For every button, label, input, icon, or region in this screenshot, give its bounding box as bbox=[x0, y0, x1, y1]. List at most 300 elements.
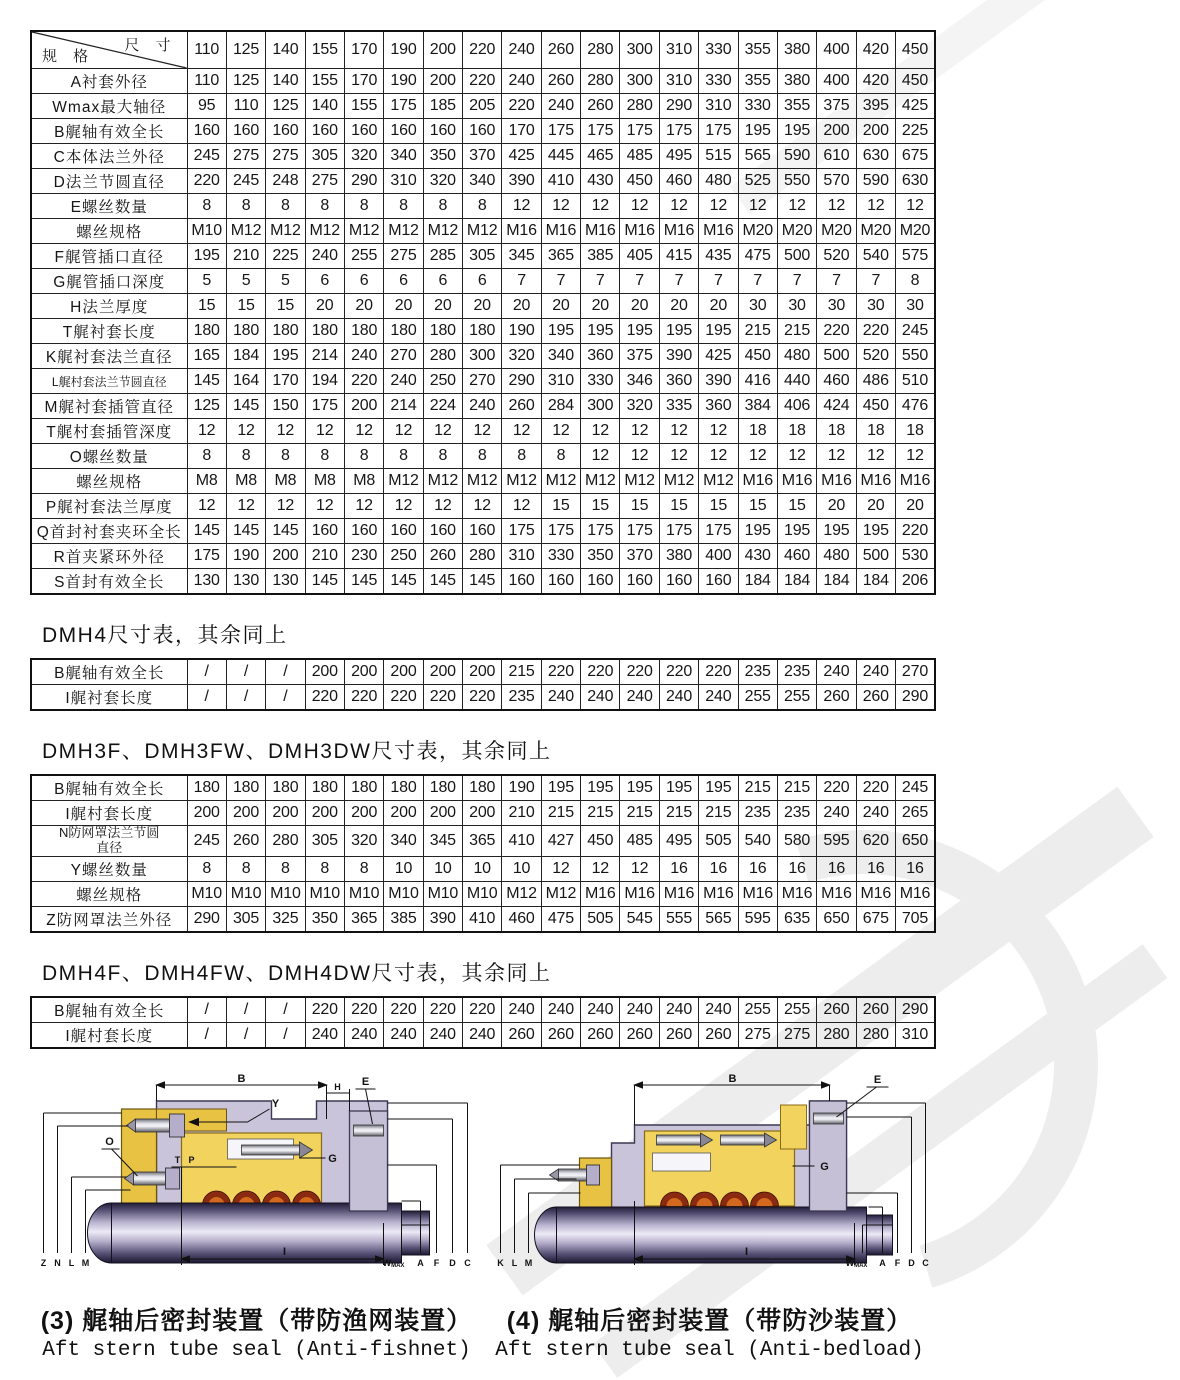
value-cell: 160 bbox=[305, 519, 344, 544]
dim-label-B: B bbox=[237, 1072, 246, 1085]
value-cell: / bbox=[187, 685, 226, 711]
value-cell: 195 bbox=[620, 775, 659, 801]
value-cell: 12 bbox=[581, 419, 620, 444]
value-cell: 140 bbox=[266, 69, 305, 94]
value-cell: 145 bbox=[384, 569, 423, 595]
value-cell: 10 bbox=[423, 856, 462, 881]
dim-label-A: A bbox=[417, 1257, 424, 1268]
value-cell: 160 bbox=[581, 569, 620, 595]
value-cell: 160 bbox=[226, 119, 265, 144]
value-cell: 140 bbox=[305, 94, 344, 119]
value-cell: 8 bbox=[305, 194, 344, 219]
value-cell: 12 bbox=[463, 419, 502, 444]
value-cell: M8 bbox=[187, 469, 226, 494]
value-cell: 160 bbox=[463, 119, 502, 144]
dim-label-Wmax: WMAX bbox=[382, 1257, 405, 1269]
value-cell: 260 bbox=[817, 685, 856, 711]
value-cell: 30 bbox=[817, 294, 856, 319]
value-cell: 416 bbox=[738, 369, 777, 394]
value-cell: 12 bbox=[463, 494, 502, 519]
value-cell: 175 bbox=[659, 519, 698, 544]
value-cell: 395 bbox=[856, 94, 895, 119]
dim-label-N: N bbox=[54, 1257, 61, 1268]
value-cell: 200 bbox=[344, 659, 383, 685]
value-cell: 30 bbox=[856, 294, 895, 319]
column-header: 300 bbox=[620, 31, 659, 69]
value-cell: 220 bbox=[384, 997, 423, 1023]
value-cell: 160 bbox=[620, 569, 659, 595]
value-cell: 215 bbox=[738, 775, 777, 801]
dmh4-table bbox=[30, 658, 936, 711]
column-header: 380 bbox=[777, 31, 816, 69]
value-cell: 30 bbox=[777, 294, 816, 319]
value-cell: 16 bbox=[895, 856, 935, 881]
value-cell: 330 bbox=[541, 544, 580, 569]
value-cell: 12 bbox=[541, 419, 580, 444]
value-cell: 18 bbox=[738, 419, 777, 444]
value-cell: 215 bbox=[659, 801, 698, 826]
value-cell: 18 bbox=[777, 419, 816, 444]
table-row bbox=[31, 369, 935, 394]
table-row bbox=[31, 94, 935, 119]
value-cell: M16 bbox=[581, 881, 620, 906]
value-cell: 180 bbox=[266, 319, 305, 344]
value-cell: 220 bbox=[699, 659, 738, 685]
value-cell: 250 bbox=[384, 544, 423, 569]
value-cell: 406 bbox=[777, 394, 816, 419]
value-cell: 215 bbox=[581, 801, 620, 826]
value-cell: 290 bbox=[895, 997, 935, 1023]
value-cell: 175 bbox=[541, 519, 580, 544]
value-cell: 476 bbox=[895, 394, 935, 419]
value-cell: 260 bbox=[581, 94, 620, 119]
value-cell: M12 bbox=[423, 469, 462, 494]
value-cell: 20 bbox=[895, 494, 935, 519]
value-cell: 12 bbox=[620, 419, 659, 444]
value-cell: 12 bbox=[895, 194, 935, 219]
corner-label-spec: 规 格 bbox=[42, 48, 95, 65]
value-cell: 220 bbox=[659, 659, 698, 685]
value-cell: 425 bbox=[699, 344, 738, 369]
value-cell: 220 bbox=[856, 319, 895, 344]
table-row bbox=[31, 775, 935, 801]
dim-label-L: L bbox=[511, 1257, 518, 1268]
header-row bbox=[31, 31, 935, 69]
figure-anti-fishnet bbox=[30, 1073, 483, 1362]
value-cell: 160 bbox=[384, 119, 423, 144]
value-cell: 145 bbox=[305, 569, 344, 595]
value-cell: 184 bbox=[856, 569, 895, 595]
value-cell: 20 bbox=[344, 294, 383, 319]
value-cell: 310 bbox=[384, 169, 423, 194]
row-label: I艉村套长度 bbox=[31, 1022, 187, 1048]
value-cell: M12 bbox=[384, 219, 423, 244]
column-header: 155 bbox=[305, 31, 344, 69]
value-cell: 7 bbox=[541, 269, 580, 294]
value-cell: M10 bbox=[266, 881, 305, 906]
value-cell: 300 bbox=[463, 344, 502, 369]
column-header: 220 bbox=[463, 31, 502, 69]
value-cell: 20 bbox=[581, 294, 620, 319]
value-cell: 540 bbox=[738, 826, 777, 857]
column-header: 240 bbox=[502, 31, 541, 69]
value-cell: 675 bbox=[856, 906, 895, 932]
value-cell: 12 bbox=[384, 494, 423, 519]
value-cell: 12 bbox=[699, 444, 738, 469]
value-cell: 555 bbox=[659, 906, 698, 932]
value-cell: 200 bbox=[856, 119, 895, 144]
value-cell: M20 bbox=[738, 219, 777, 244]
value-cell: 240 bbox=[699, 997, 738, 1023]
figure4-caption-zh: (4) 艉轴后密封装置（带防沙装置） bbox=[506, 1306, 913, 1335]
value-cell: M16 bbox=[541, 219, 580, 244]
value-cell: 220 bbox=[423, 997, 462, 1023]
value-cell: 305 bbox=[226, 906, 265, 932]
value-cell: 12 bbox=[659, 444, 698, 469]
value-cell: M10 bbox=[463, 881, 502, 906]
value-cell: M16 bbox=[856, 881, 895, 906]
value-cell: 480 bbox=[817, 544, 856, 569]
value-cell: M16 bbox=[895, 469, 935, 494]
value-cell: M10 bbox=[187, 881, 226, 906]
value-cell: 145 bbox=[423, 569, 462, 595]
value-cell: 12 bbox=[659, 194, 698, 219]
value-cell: 6 bbox=[344, 269, 383, 294]
column-header: 450 bbox=[895, 31, 935, 69]
value-cell: 427 bbox=[541, 826, 580, 857]
value-cell: 220 bbox=[895, 519, 935, 544]
value-cell: 495 bbox=[659, 826, 698, 857]
value-cell: 12 bbox=[305, 494, 344, 519]
value-cell: 360 bbox=[699, 394, 738, 419]
value-cell: 365 bbox=[541, 244, 580, 269]
value-cell: 12 bbox=[344, 419, 383, 444]
dim-label-E: E bbox=[361, 1075, 370, 1088]
value-cell: 8 bbox=[541, 444, 580, 469]
value-cell: 200 bbox=[266, 801, 305, 826]
value-cell: 12 bbox=[384, 419, 423, 444]
value-cell: 350 bbox=[423, 144, 462, 169]
value-cell: 260 bbox=[581, 1022, 620, 1048]
value-cell: M16 bbox=[502, 219, 541, 244]
value-cell: M12 bbox=[266, 219, 305, 244]
value-cell: 184 bbox=[226, 344, 265, 369]
value-cell: 125 bbox=[266, 94, 305, 119]
value-cell: 220 bbox=[581, 659, 620, 685]
aft-seal-antibedload-drawing bbox=[483, 1073, 936, 1289]
value-cell: 180 bbox=[463, 775, 502, 801]
value-cell: 12 bbox=[423, 494, 462, 519]
value-cell: 8 bbox=[463, 194, 502, 219]
value-cell: / bbox=[226, 685, 265, 711]
value-cell: 215 bbox=[620, 801, 659, 826]
value-cell: M8 bbox=[266, 469, 305, 494]
value-cell: 240 bbox=[502, 997, 541, 1023]
value-cell: 260 bbox=[423, 544, 462, 569]
value-cell: 420 bbox=[856, 69, 895, 94]
value-cell: 340 bbox=[384, 826, 423, 857]
value-cell: / bbox=[266, 659, 305, 685]
value-cell: 486 bbox=[856, 369, 895, 394]
value-cell: M16 bbox=[620, 881, 659, 906]
value-cell: / bbox=[226, 1022, 265, 1048]
value-cell: 550 bbox=[895, 344, 935, 369]
value-cell: 7 bbox=[502, 269, 541, 294]
value-cell: 410 bbox=[541, 169, 580, 194]
value-cell: M16 bbox=[659, 219, 698, 244]
table-row bbox=[31, 419, 935, 444]
value-cell: 180 bbox=[344, 319, 383, 344]
value-cell: 8 bbox=[226, 856, 265, 881]
value-cell: 195 bbox=[541, 775, 580, 801]
value-cell: 650 bbox=[895, 826, 935, 857]
value-cell: 390 bbox=[423, 906, 462, 932]
value-cell: 12 bbox=[856, 194, 895, 219]
dim-label-M: M bbox=[81, 1257, 90, 1268]
value-cell: 160 bbox=[344, 119, 383, 144]
table-row bbox=[31, 344, 935, 369]
table-row bbox=[31, 119, 935, 144]
value-cell: M12 bbox=[659, 469, 698, 494]
value-cell: 220 bbox=[856, 775, 895, 801]
column-header: 330 bbox=[699, 31, 738, 69]
value-cell: 145 bbox=[344, 569, 383, 595]
value-cell: 195 bbox=[266, 344, 305, 369]
value-cell: 255 bbox=[738, 685, 777, 711]
value-cell: 270 bbox=[895, 659, 935, 685]
section-title-dmh3f: DMH3F、DMH3FW、DMH3DW尺寸表，其余同上 bbox=[42, 740, 552, 763]
value-cell: 460 bbox=[502, 906, 541, 932]
value-cell: 240 bbox=[856, 659, 895, 685]
value-cell: 12 bbox=[344, 494, 383, 519]
value-cell: 260 bbox=[502, 1022, 541, 1048]
table-row bbox=[31, 394, 935, 419]
value-cell: 705 bbox=[895, 906, 935, 932]
table-row bbox=[31, 1022, 935, 1048]
dim-label-A: A bbox=[879, 1257, 886, 1268]
value-cell: / bbox=[187, 1022, 226, 1048]
value-cell: 235 bbox=[502, 685, 541, 711]
value-cell: 6 bbox=[305, 269, 344, 294]
value-cell: M16 bbox=[699, 219, 738, 244]
value-cell: 16 bbox=[856, 856, 895, 881]
value-cell: 260 bbox=[699, 1022, 738, 1048]
value-cell: 545 bbox=[620, 906, 659, 932]
value-cell: 540 bbox=[856, 244, 895, 269]
value-cell: 145 bbox=[187, 369, 226, 394]
value-cell: 8 bbox=[226, 444, 265, 469]
value-cell: 12 bbox=[502, 419, 541, 444]
value-cell: M16 bbox=[699, 881, 738, 906]
value-cell: 194 bbox=[305, 369, 344, 394]
value-cell: 430 bbox=[738, 544, 777, 569]
dim-label-C: C bbox=[922, 1257, 929, 1268]
value-cell: 180 bbox=[266, 775, 305, 801]
value-cell: 245 bbox=[226, 169, 265, 194]
column-header: 310 bbox=[659, 31, 698, 69]
value-cell: 240 bbox=[541, 997, 580, 1023]
value-cell: M12 bbox=[541, 881, 580, 906]
value-cell: 425 bbox=[502, 144, 541, 169]
value-cell: 180 bbox=[305, 775, 344, 801]
value-cell: 330 bbox=[581, 369, 620, 394]
value-cell: M8 bbox=[305, 469, 344, 494]
value-cell: 450 bbox=[620, 169, 659, 194]
column-header: 420 bbox=[856, 31, 895, 69]
value-cell: M20 bbox=[817, 219, 856, 244]
value-cell: M12 bbox=[463, 219, 502, 244]
value-cell: 240 bbox=[384, 369, 423, 394]
value-cell: 20 bbox=[817, 494, 856, 519]
value-cell: 15 bbox=[659, 494, 698, 519]
value-cell: 390 bbox=[659, 344, 698, 369]
value-cell: 8 bbox=[226, 194, 265, 219]
value-cell: 12 bbox=[777, 444, 816, 469]
value-cell: 195 bbox=[541, 319, 580, 344]
table-row bbox=[31, 269, 935, 294]
value-cell: 10 bbox=[463, 856, 502, 881]
value-cell: M16 bbox=[777, 881, 816, 906]
value-cell: 184 bbox=[738, 569, 777, 595]
value-cell: M8 bbox=[344, 469, 383, 494]
value-cell: 240 bbox=[620, 685, 659, 711]
value-cell: 240 bbox=[502, 69, 541, 94]
value-cell: 230 bbox=[344, 544, 383, 569]
value-cell: M10 bbox=[305, 881, 344, 906]
value-cell: 130 bbox=[226, 569, 265, 595]
figure3-caption bbox=[30, 1301, 483, 1362]
table-row bbox=[31, 519, 935, 544]
table-row bbox=[31, 881, 935, 906]
value-cell: M12 bbox=[581, 469, 620, 494]
value-cell: 515 bbox=[699, 144, 738, 169]
value-cell: 310 bbox=[541, 369, 580, 394]
value-cell: / bbox=[187, 997, 226, 1023]
value-cell: 20 bbox=[620, 294, 659, 319]
dim-label-T: T bbox=[174, 1154, 181, 1165]
figure4-caption bbox=[483, 1301, 936, 1362]
dim-label-C: C bbox=[464, 1257, 471, 1268]
value-cell: 12 bbox=[266, 494, 305, 519]
value-cell: 245 bbox=[895, 775, 935, 801]
value-cell: M10 bbox=[423, 881, 462, 906]
value-cell: 15 bbox=[620, 494, 659, 519]
dim-label-D: D bbox=[449, 1257, 456, 1268]
value-cell: 390 bbox=[699, 369, 738, 394]
row-label: T艉村套插管深度 bbox=[31, 419, 187, 444]
value-cell: 20 bbox=[384, 294, 423, 319]
value-cell: 175 bbox=[187, 544, 226, 569]
value-cell: / bbox=[226, 997, 265, 1023]
value-cell: 7 bbox=[620, 269, 659, 294]
value-cell: 8 bbox=[895, 269, 935, 294]
row-label: G艉管插口深度 bbox=[31, 269, 187, 294]
value-cell: 415 bbox=[659, 244, 698, 269]
row-label: B艉轴有效全长 bbox=[31, 659, 187, 685]
value-cell: 590 bbox=[777, 144, 816, 169]
value-cell: 270 bbox=[384, 344, 423, 369]
value-cell: 8 bbox=[187, 856, 226, 881]
value-cell: 480 bbox=[777, 344, 816, 369]
value-cell: 215 bbox=[777, 775, 816, 801]
value-cell: 8 bbox=[266, 194, 305, 219]
value-cell: 210 bbox=[226, 244, 265, 269]
value-cell: 240 bbox=[817, 801, 856, 826]
value-cell: 215 bbox=[502, 659, 541, 685]
value-cell: 525 bbox=[738, 169, 777, 194]
row-label: S首封有效全长 bbox=[31, 569, 187, 595]
value-cell: 260 bbox=[856, 997, 895, 1023]
dim-label-D: D bbox=[908, 1257, 915, 1268]
value-cell: 220 bbox=[463, 69, 502, 94]
dim-label-O: O bbox=[105, 1135, 114, 1148]
value-cell: 248 bbox=[266, 169, 305, 194]
value-cell: 275 bbox=[384, 244, 423, 269]
value-cell: 165 bbox=[187, 344, 226, 369]
value-cell: 595 bbox=[817, 826, 856, 857]
value-cell: 160 bbox=[266, 119, 305, 144]
dim-label-I: I bbox=[282, 1245, 287, 1258]
value-cell: 325 bbox=[266, 906, 305, 932]
value-cell: 20 bbox=[856, 494, 895, 519]
value-cell: 12 bbox=[581, 194, 620, 219]
value-cell: 18 bbox=[895, 419, 935, 444]
value-cell: 570 bbox=[817, 169, 856, 194]
value-cell: 500 bbox=[817, 344, 856, 369]
value-cell: 675 bbox=[895, 144, 935, 169]
value-cell: 450 bbox=[895, 69, 935, 94]
value-cell: / bbox=[266, 685, 305, 711]
value-cell: 195 bbox=[699, 775, 738, 801]
value-cell: 275 bbox=[738, 1022, 777, 1048]
value-cell: 305 bbox=[463, 244, 502, 269]
table-row bbox=[31, 856, 935, 881]
value-cell: 185 bbox=[423, 94, 462, 119]
value-cell: 7 bbox=[738, 269, 777, 294]
value-cell: 300 bbox=[620, 69, 659, 94]
value-cell: 575 bbox=[895, 244, 935, 269]
value-cell: 425 bbox=[895, 94, 935, 119]
value-cell: 580 bbox=[777, 826, 816, 857]
value-cell: 485 bbox=[620, 826, 659, 857]
row-label: B艉轴有效全长 bbox=[31, 119, 187, 144]
value-cell: 355 bbox=[738, 69, 777, 94]
value-cell: M20 bbox=[777, 219, 816, 244]
value-cell: 240 bbox=[699, 685, 738, 711]
value-cell: 280 bbox=[266, 826, 305, 857]
value-cell: 20 bbox=[502, 294, 541, 319]
value-cell: 360 bbox=[659, 369, 698, 394]
value-cell: 180 bbox=[344, 775, 383, 801]
value-cell: 220 bbox=[344, 369, 383, 394]
value-cell: 310 bbox=[502, 544, 541, 569]
value-cell: 220 bbox=[187, 169, 226, 194]
value-cell: 8 bbox=[187, 444, 226, 469]
value-cell: 184 bbox=[817, 569, 856, 595]
figure3-caption-en: Aft stern tube seal (Anti-fishnet) bbox=[42, 1338, 471, 1362]
value-cell: 365 bbox=[344, 906, 383, 932]
value-cell: 180 bbox=[423, 319, 462, 344]
value-cell: 220 bbox=[463, 997, 502, 1023]
value-cell: 195 bbox=[738, 519, 777, 544]
value-cell: M12 bbox=[463, 469, 502, 494]
value-cell: 160 bbox=[344, 519, 383, 544]
value-cell: 475 bbox=[738, 244, 777, 269]
value-cell: M16 bbox=[817, 469, 856, 494]
value-cell: 150 bbox=[266, 394, 305, 419]
value-cell: 7 bbox=[777, 269, 816, 294]
figure3-caption-zh: (3) 艉轴后密封装置（带防渔网装置） bbox=[40, 1306, 473, 1335]
